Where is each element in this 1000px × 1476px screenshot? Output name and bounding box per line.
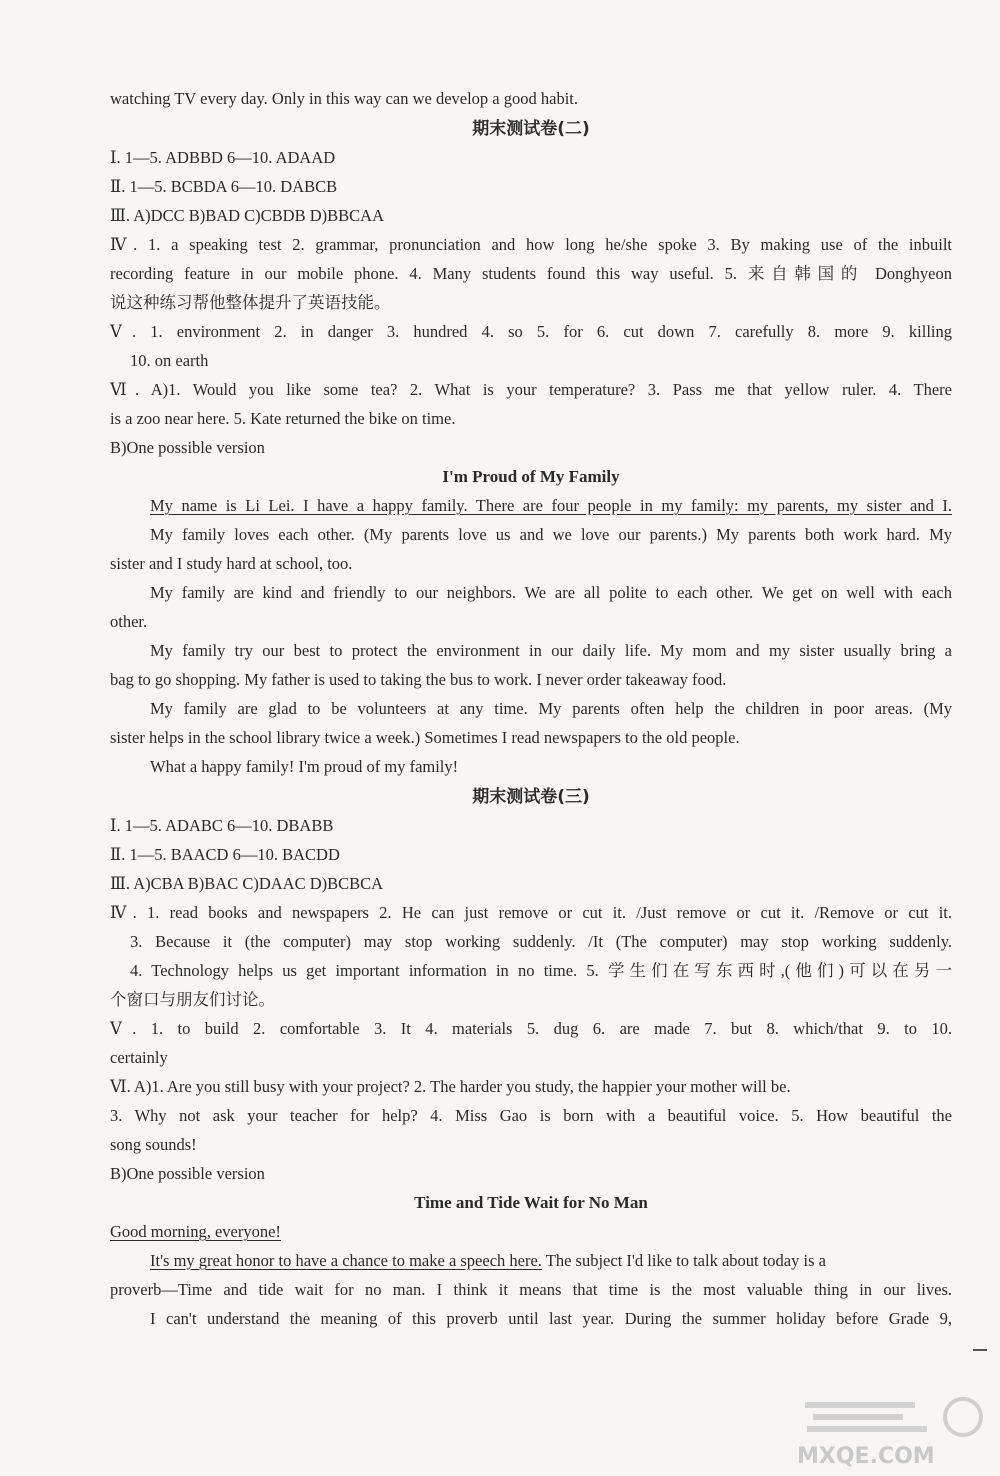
answer-line: 3. Why not ask your teacher for help? 4. Miss Gao is born with a beautiful voice. 5. How beautiful the — [110, 1106, 952, 1125]
svg-text:MXQE.COM: MXQE.COM — [797, 1444, 935, 1469]
section-heading-test-3: 期末测试卷(三) — [472, 787, 590, 807]
underlined-sentence: My name is Li Lei. I have a happy family. There are four people in my family: my parents, my sister and I. — [150, 496, 952, 515]
essay-line: bag to go shopping. My father is used to taking the bus to work. I never order takeaway food. — [110, 670, 727, 689]
answer-line: B)One possible version — [110, 438, 265, 457]
answer-line: Ⅴ. 1. to build 2. comfortable 3. It 4. materials 5. dug 6. are made 7. but 8. which/that 9. to 10. — [110, 1019, 952, 1038]
watermark-logo-icon — [795, 1395, 995, 1471]
answer-line: Ⅳ. 1. a speaking test 2. grammar, pronunciation and how long he/she spoke 3. By making use of the inbuilt — [110, 235, 952, 254]
answer-line: B)One possible version — [110, 1164, 265, 1183]
answer-line: recording feature in our mobile phone. 4. Many students found this way useful. 5. 来自韩国的 Donghyeon — [110, 264, 952, 283]
essay-line: I can't understand the meaning of this proverb until last year. During the summer holiday before Grade 9, — [150, 1309, 952, 1328]
answer-line: Ⅱ. 1—5. BCBDA 6—10. DABCB — [110, 177, 338, 196]
answer-line: Ⅲ. A)DCC B)BAD C)CBDB D)BBCAA — [110, 206, 384, 225]
sentence-continuation: The subject I'd like to talk about today is a — [541, 1251, 826, 1270]
underlined-greeting: Good morning, everyone! — [110, 1222, 281, 1241]
answer-line: 3. Because it (the computer) may stop working suddenly. /It (The computer) may stop working suddenly. — [130, 932, 952, 951]
answer-line: 说这种练习帮他整体提升了英语技能。 — [110, 293, 391, 312]
answer-line: Ⅰ. 1—5. ADABC 6—10. DBABB — [110, 816, 334, 835]
essay-line: proverb—Time and tide wait for no man. I think it means that time is the most valuable thing in our lives. — [110, 1280, 952, 1299]
answer-line: Ⅴ. 1. environment 2. in danger 3. hundred 4. so 5. for 6. cut down 7. carefully 8. more 9. killing — [110, 322, 952, 341]
essay-line: My family are kind and friendly to our neighbors. We are all polite to each other. We get on well with each — [150, 583, 952, 602]
answer-line: 10. on earth — [130, 351, 209, 370]
section-heading-test-2: 期末测试卷(二) — [472, 119, 590, 139]
page-edge-dash — [973, 1349, 987, 1351]
answer-line: Ⅰ. 1—5. ADBBD 6—10. ADAAD — [110, 148, 336, 167]
essay-title-time: Time and Tide Wait for No Man — [414, 1193, 648, 1212]
essay-title-family: I'm Proud of My Family — [442, 467, 620, 486]
essay-line: My family try our best to protect the environment in our daily life. My mom and my sister usually bring a — [150, 641, 952, 660]
essay-line: My family are glad to be volunteers at any time. My parents often help the children in poor areas. (My — [150, 699, 952, 718]
answer-line: song sounds! — [110, 1135, 197, 1154]
essay-line — [150, 495, 952, 517]
answer-line: Ⅱ. 1—5. BAACD 6—10. BACDD — [110, 845, 340, 864]
watermark-logo — [795, 1395, 995, 1471]
essay-line — [110, 1221, 952, 1243]
answer-line: Ⅵ. A)1. Are you still busy with your project? 2. The harder you study, the happier your mother will be. — [110, 1077, 791, 1096]
answer-line: Ⅵ. A)1. Would you like some tea? 2. What is your temperature? 3. Pass me that yellow ruler. 4. There — [110, 380, 952, 399]
underlined-sentence: It's my great honor to have a chance to make a speech here. — [150, 1251, 542, 1270]
text-line: watching TV every day. Only in this way can we develop a good habit. — [110, 89, 578, 108]
answer-line: 个窗口与朋友们讨论。 — [110, 990, 275, 1009]
essay-line: My family loves each other. (My parents love us and we love our parents.) My parents both work hard. My — [150, 525, 952, 544]
essay-line — [150, 1250, 952, 1272]
essay-line: What a happy family! I'm proud of my family! — [150, 757, 459, 776]
answer-line: Ⅲ. A)CBA B)BAC C)DAAC D)BCBCA — [110, 874, 384, 893]
essay-line: other. — [110, 612, 148, 631]
answer-line: is a zoo near here. 5. Kate returned the bike on time. — [110, 409, 456, 428]
answer-line: certainly — [110, 1048, 168, 1067]
answer-line: 4. Technology helps us get important information in no time. 5. 学生们在写东西时,(他们)可以在另一 — [130, 961, 952, 980]
answer-line: Ⅳ. 1. read books and newspapers 2. He can just remove or cut it. /Just remove or cut it. /Remove or cut it. — [110, 903, 952, 922]
essay-line: sister helps in the school library twice a week.) Sometimes I read newspapers to the old people. — [110, 728, 740, 747]
essay-line: sister and I study hard at school, too. — [110, 554, 353, 573]
